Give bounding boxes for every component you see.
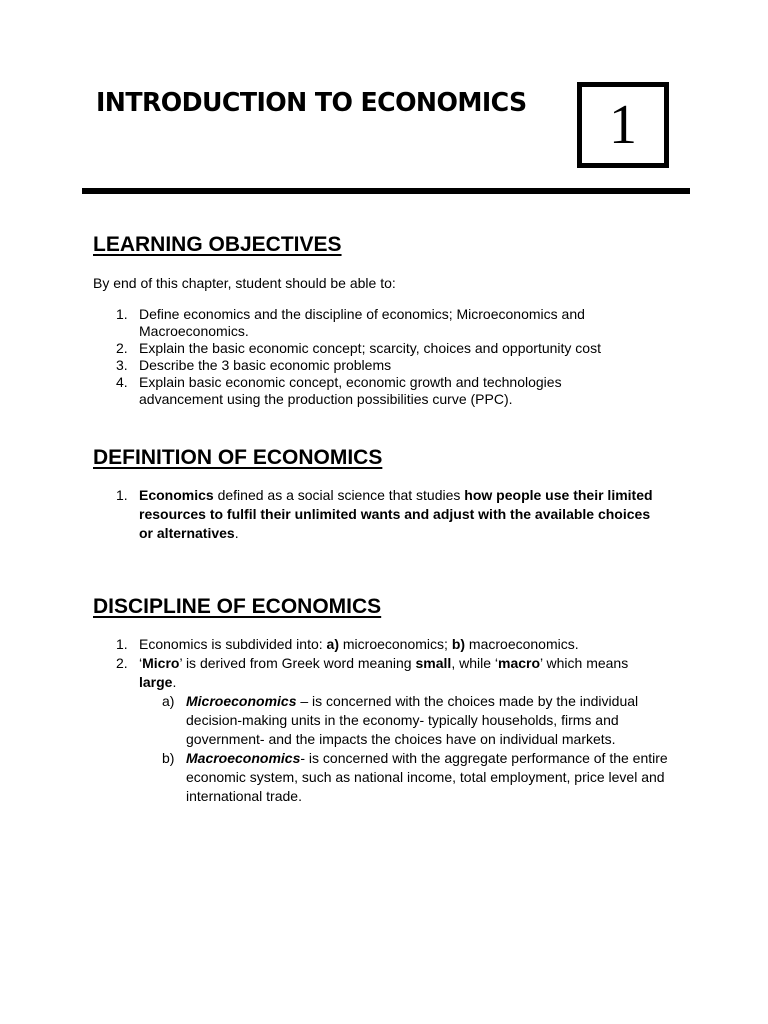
definition-heading: DEFINITION OF ECONOMICS [93,446,383,469]
list-item: 1. Define economics and the discipline of economics; Microeconomics and Macroeconomics. [116,306,585,339]
list-item: 4. Explain basic economic concept, economic growth and technologies advancement using the production possibilities curve (PPC). [116,374,562,407]
list-item: 2. Explain the basic economic concept; scarcity, choices and opportunity cost [116,340,601,356]
chapter-title: INTRODUCTION TO ECONOMICS [96,88,527,118]
learning-objectives-heading: LEARNING OBJECTIVES [93,233,342,256]
list-item: a) Microeconomics – is concerned with the choices made by the individual decision-making units in the economy- typically households, firms and government- and the impacts the choices have on individual markets. [162,693,639,747]
discipline-heading: DISCIPLINE OF ECONOMICS [93,595,382,618]
list-item: 1. Economics defined as a social science that studies how people use their limited resources to fulfil their unlimited wants and adjust with the available choices or alternatives. [116,487,653,541]
list-item: 1. Economics is subdivided into: a) microeconomics; b) macroeconomics. [116,636,579,652]
title-divider [82,188,690,194]
chapter-number-box [577,82,669,168]
list-item: b) Macroeconomics- is concerned with the aggregate performance of the entire economic system, such as national income, total employment, price level and international trade. [162,750,668,804]
list-item: 3. Describe the 3 basic economic problems [116,357,392,373]
chapter-number: 1 [609,94,637,156]
sub-list [139,692,674,806]
definition-list [93,486,659,543]
list-item: 2. ‘Micro’ is derived from Greek word meaning small, while ‘macro’ which means large. a) Microeconomics – is concerned with the choices made by the individual decision-making units in the economy- typically households, firms and government- and the impacts the choices have on individual markets. b) Macroeconomics- is concerned with the aggregate performance of the entire economic system, such as national income, total employment, price level and international trade. [93,654,659,692]
discipline-list [93,635,668,804]
objectives-list [93,306,649,408]
objectives-intro: By end of this chapter, student should be able to: [93,275,396,291]
